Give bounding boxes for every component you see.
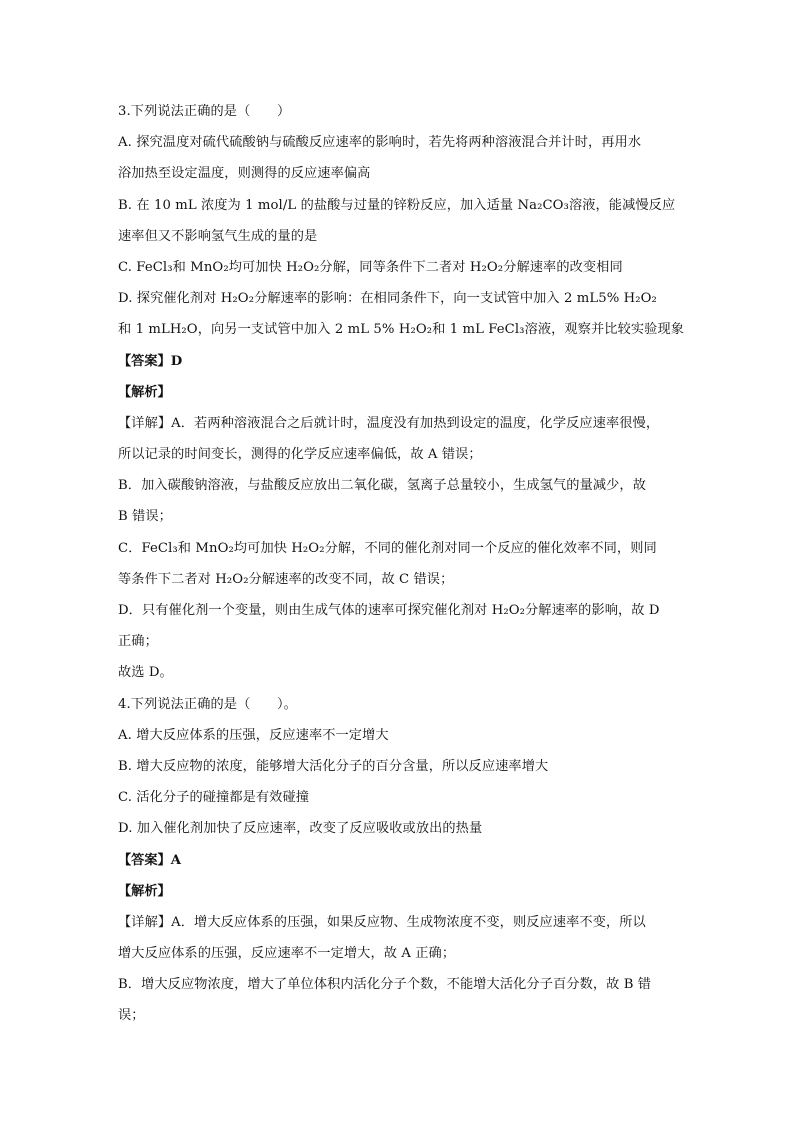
question-4-analysis-heading: 【解析】: [118, 883, 171, 899]
question-4-explanation-a-line-2: 增大反应体系的压强，反应速率不一定增大，故 A 正确；: [118, 946, 456, 962]
question-3-option-a-line-2: 浴加热至设定温度，则测得的反应速率偏高: [118, 166, 371, 182]
question-4-option-a: A. 增大反应体系的压强，反应速率不一定增大: [118, 727, 389, 743]
question-3-analysis-heading: 【解析】: [118, 384, 171, 400]
question-4-option-b: B. 增大反应物的浓度，能够增大活化分子的百分含量，所以反应速率增大: [118, 758, 549, 774]
question-3-explanation-a-line-1: 【详解】A．若两种溶液混合之后就计时，温度没有加热到设定的温度，化学反应速率很慢，: [118, 415, 660, 431]
question-3-option-a-line-1: A. 探究温度对硫代硫酸钠与硫酸反应速率的影响时，若先将两种溶液混合并计时，再用水: [118, 135, 642, 151]
question-3-conclusion: 故选 D。: [118, 665, 173, 681]
question-3-explanation-d-line-1: D．只有催化剂一个变量，则由生成气体的速率可探究催化剂对 H₂O₂分解速率的影响，故 D: [118, 603, 660, 618]
question-4-explanation-b-line-1: B．增大反应物浓度，增大了单位体积内活化分子个数，不能增大活化分子百分数，故 B 错: [118, 977, 652, 993]
question-4-stem: 4.下列说法正确的是（ ）。: [118, 696, 297, 712]
question-4-answer: 【答案】A: [118, 852, 181, 868]
question-3-explanation-c-line-1: C．FeCl₃和 MnO₂均可加快 H₂O₂分解，不同的催化剂对同一个反应的催化效率不同，则同: [118, 540, 657, 556]
question-3-explanation-b-line-2: B 错误；: [118, 509, 172, 525]
question-3-explanation-d-line-2: 正确；: [118, 634, 158, 650]
document-page: [118, 96, 685, 1032]
question-4-explanation-b-line-2: 误；: [118, 1008, 145, 1024]
question-3-explanation-a-line-2: 所以记录的时间变长，测得的化学反应速率偏低，故 A 错误；: [118, 447, 482, 463]
question-3-explanation-c-line-2: 等条件下二者对 H₂O₂分解速率的改变不同，故 C 错误；: [118, 571, 454, 587]
question-3-option-c: C. FeCl₃和 MnO₂均可加快 H₂O₂分解，同等条件下二者对 H₂O₂分解速率的改变相同: [118, 259, 623, 275]
question-3-option-d-line-1: D. 探究催化剂对 H₂O₂分解速率的影响：在相同条件下，向一支试管中加入 2 mL5% H₂O₂: [118, 291, 657, 307]
question-3-option-d-line-2: 和 1 mLH₂O，向另一支试管中加入 2 mL 5% H₂O₂和 1 mL FeCl₃溶液，观察并比较实验现象: [118, 322, 685, 338]
question-3-stem: 3.下列说法正确的是（ ）: [118, 104, 291, 119]
question-3-option-b-line-2: 速率但又不影响氢气生成的量的是: [118, 228, 318, 244]
question-3-option-b-line-1: B. 在 10 mL 浓度为 1 mol/L 的盐酸与过量的锌粉反应，加入适量 Na₂CO₃溶液，能减慢反应: [118, 197, 676, 213]
question-4-option-d: D. 加入催化剂加快了反应速率，改变了反应吸收或放出的热量: [118, 821, 483, 837]
question-3-explanation-b-line-1: B．加入碳酸钠溶液，与盐酸反应放出二氧化碳，氢离子总量较小，生成氢气的量减少，故: [118, 478, 646, 494]
question-4-explanation-a-line-1: 【详解】A．增大反应体系的压强，如果反应物、生成物浓度不变，则反应速率不变，所以: [118, 914, 646, 930]
question-3-answer: 【答案】D: [118, 353, 183, 369]
question-4-option-c: C. 活化分子的碰撞都是有效碰撞: [118, 790, 310, 806]
